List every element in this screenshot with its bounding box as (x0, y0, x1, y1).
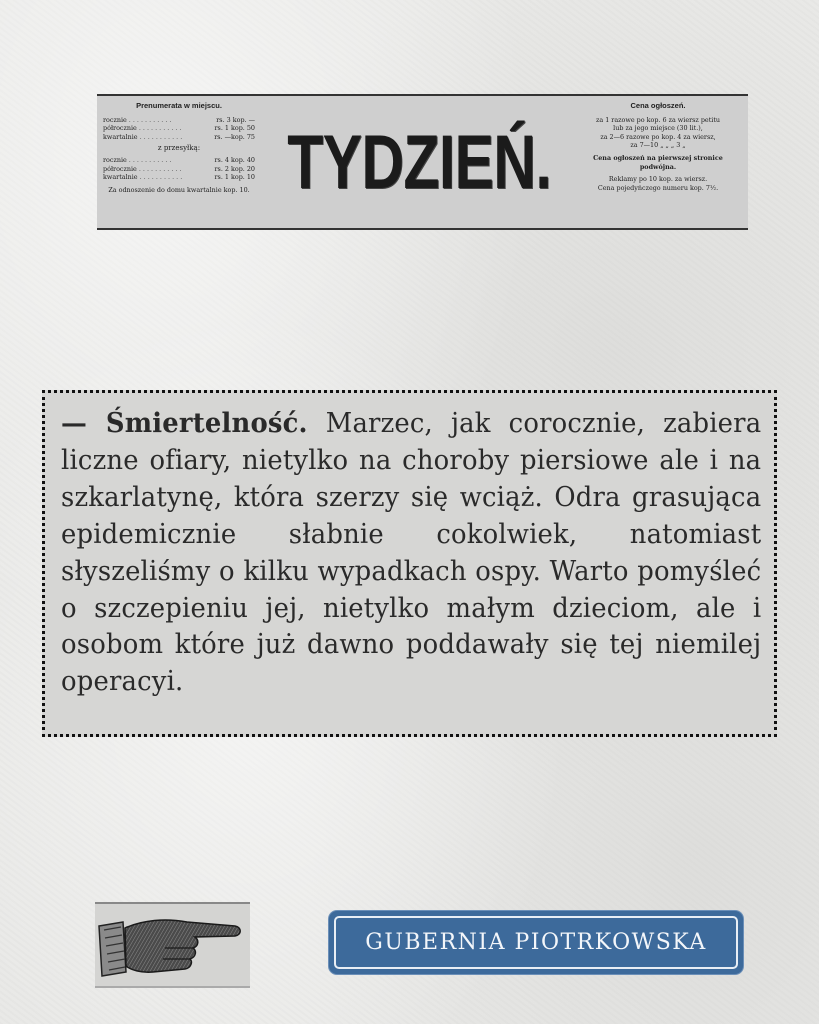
front-page-note: Cena ogłoszeń na pierwszej stronice podwójna. (593, 153, 723, 171)
subscription-prices (103, 102, 255, 194)
price-row: półrocznie . . . . . . . . . . . rs. 2 kop. 20 (103, 164, 255, 173)
ad-price-line: za 2—6 razowe po kop. 4 za wiersz, (600, 132, 716, 141)
shipping-heading: z przesyłką: (157, 144, 201, 153)
advertising-heading: Cena ogłoszeń. (630, 101, 686, 110)
ad-price-line: za 1 razowe po kop. 6 za wiersz petitu (595, 115, 720, 124)
pointing-hand-icon (95, 904, 246, 986)
masthead-title-area (259, 98, 579, 226)
ads-note: Reklamy po 10 kop. za wiersz. (608, 175, 708, 184)
article-lead: — Śmiertelność. (61, 407, 308, 439)
article-body: Marzec, jak corocznie, zabiera liczne ofiary, nietylko na choroby piersiowe ale i na szkarlatynę, która szerzy się wciąż. Odra grasująca epidemicznie słabnie cokolwiek, natomiast słyszeliśmy o kilku wypadkach ospy. Warto pomyśleć o szczepieniu jej, nietylko małym dzieciom, ale i osobom które już dawno poddawały się tej niemilej operacyi. (61, 407, 762, 698)
price-row: kwartalnie . . . . . . . . . . . rs. 1 kop. 10 (103, 173, 255, 182)
article-text (61, 405, 761, 700)
price-row: półrocznie . . . . . . . . . . . rs. 1 kop. 50 (103, 124, 255, 133)
pointing-hand-illustration (95, 902, 250, 988)
article-clipping (42, 390, 777, 737)
advertising-prices (574, 102, 742, 192)
price-row: rocznie . . . . . . . . . . . rs. 4 kop. 40 (103, 155, 255, 164)
subscription-heading: Prenumerata w miejscu. (136, 101, 222, 110)
newspaper-masthead (97, 94, 748, 230)
badge-label: GUBERNIA PIOTRKOWSKA (365, 930, 707, 955)
ad-price-line: lub za jego miejsce (30 lit.), (613, 124, 703, 133)
price-row: rocznie . . . . . . . . . . . rs. 3 kop. — (103, 115, 255, 124)
region-badge (329, 911, 743, 974)
price-row: kwartalnie . . . . . . . . . . . rs. —kop. 75 (103, 132, 255, 141)
newspaper-title: TYDZIEŃ. (287, 119, 551, 205)
delivery-note: Za odnoszenie do domu kwartalnie kop. 10. (108, 185, 250, 194)
ad-price-line: za 7—10 „ „ „ 3 „ (630, 141, 686, 150)
single-copy-price: Cena pojedyńczego numeru kop. 7½. (597, 183, 719, 192)
